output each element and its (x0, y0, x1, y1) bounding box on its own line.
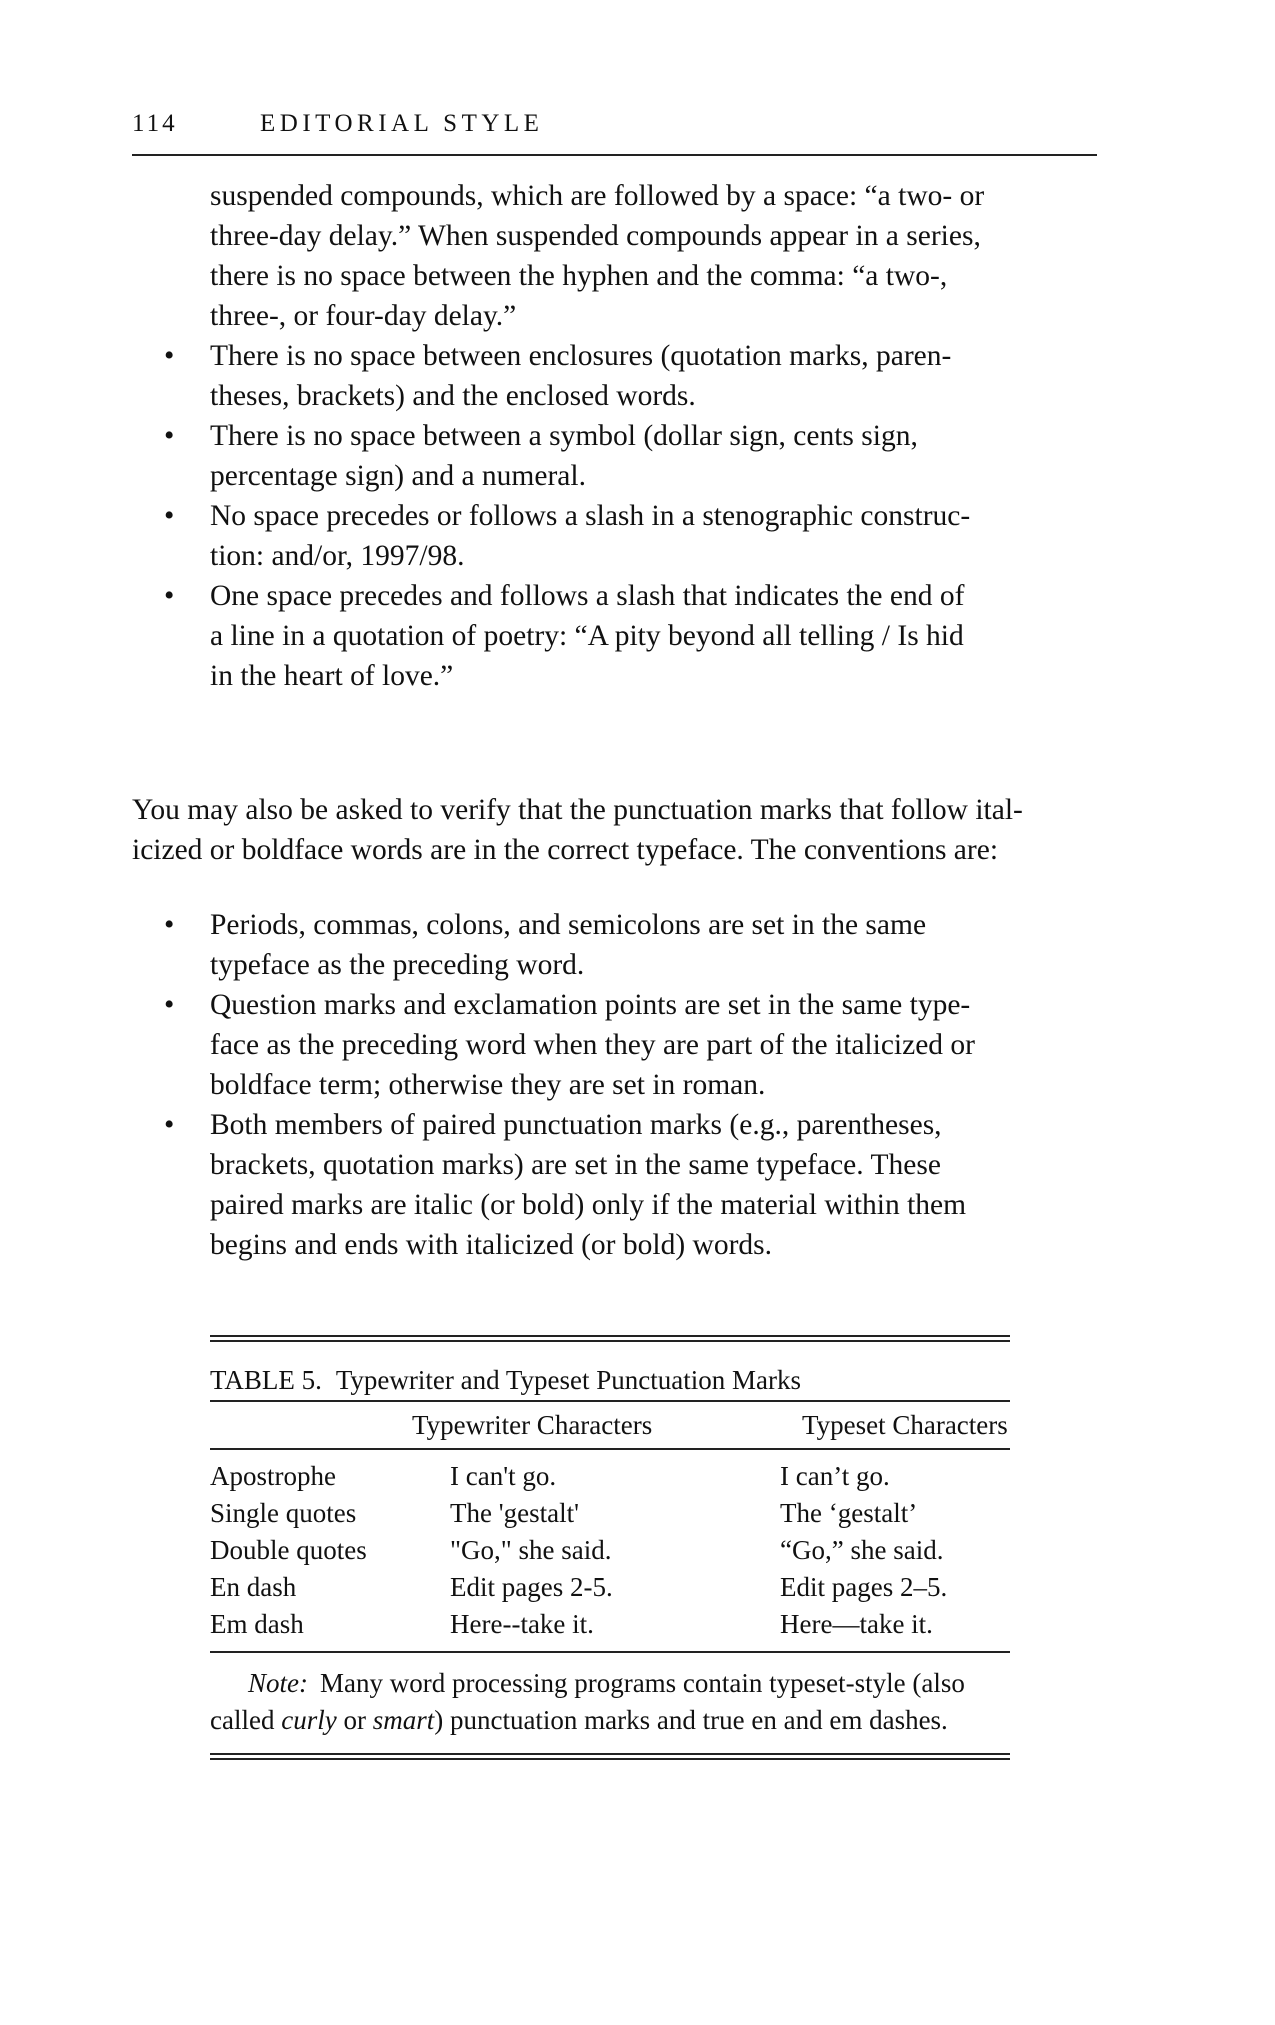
table-note (210, 1665, 1010, 1739)
table-title: Typewriter and Typeset Punctuation Marks (335, 1365, 801, 1395)
text-line: begins and ends with italicized (or bold) words. (210, 1229, 773, 1261)
text-line: percentage sign) and a numeral. (210, 460, 586, 492)
note-text-line-1: Many word processing programs contain typeset-style (also (320, 1668, 965, 1698)
note-text-line-2: called curly or smart) punctuation marks and true en and em dashes. (210, 1705, 948, 1735)
list-bottom (148, 905, 1028, 1265)
text-line: three-day delay.” When suspended compounds appear in a series, (210, 220, 981, 252)
list-top (148, 176, 1028, 696)
column-header-typewriter: Typewriter Characters (412, 1410, 653, 1440)
table-row (210, 1606, 1010, 1643)
text-line: • There is no space between enclosures (quotation marks, paren- (210, 340, 952, 372)
page-header (132, 110, 1097, 156)
table-cell: Here--take it. (450, 1609, 594, 1639)
text-line: • One space precedes and follows a slash that indicates the end of (210, 580, 965, 612)
text-line: three-, or four-day delay.” (210, 300, 517, 332)
table-row (210, 1569, 1010, 1606)
text-line: suspended compounds, which are followed by a space: “a two- or (210, 180, 985, 212)
table-cell: Apostrophe (210, 1461, 336, 1491)
table-cell: Double quotes (210, 1535, 367, 1565)
table-caption (210, 1360, 1010, 1402)
table-row (210, 1458, 1010, 1495)
text-line: a line in a quotation of poetry: “A pity beyond all telling / Is hid (210, 620, 964, 652)
table-label: TABLE 5. (210, 1365, 322, 1395)
list-item (148, 496, 1028, 576)
table-top-rule (210, 1335, 1010, 1342)
table-cell: Em dash (210, 1609, 304, 1639)
list-item (148, 905, 1028, 985)
text-line: tion: and/or, 1997/98. (210, 540, 465, 572)
text-line: theses, brackets) and the enclosed words. (210, 380, 696, 412)
running-title: EDITORIAL STYLE (260, 110, 544, 137)
table-cell: En dash (210, 1572, 297, 1602)
text-line: boldface term; otherwise they are set in roman. (210, 1069, 766, 1101)
list-item (148, 416, 1028, 496)
body-paragraph (132, 790, 1097, 870)
text-line: • There is no space between a symbol (dollar sign, cents sign, (210, 420, 918, 452)
table-cell: The 'gestalt' (450, 1498, 579, 1528)
text-line: in the heart of love.” (210, 660, 454, 692)
text-line: there is no space between the hyphen and the comma: “a two-, (210, 260, 948, 292)
text-line: • Periods, commas, colons, and semicolons are set in the same (210, 909, 927, 941)
list-item (148, 576, 1028, 696)
table-cell: "Go," she said. (450, 1535, 612, 1565)
text-line: • Both members of paired punctuation marks (e.g., parentheses, (210, 1109, 942, 1141)
table-row (210, 1532, 1010, 1569)
list-item (148, 176, 1028, 336)
table-bottom-rule (210, 1753, 1010, 1760)
text-line: icized or boldface words are in the correct typeface. The conventions are: (132, 834, 999, 866)
table-cell: I can’t go. (780, 1461, 890, 1491)
text-line: typeface as the preceding word. (210, 949, 585, 981)
text-line: face as the preceding word when they are part of the italicized or (210, 1029, 975, 1061)
table-cell: Edit pages 2-5. (450, 1572, 613, 1602)
text-line: brackets, quotation marks) are set in the same typeface. These (210, 1149, 941, 1181)
list-item (148, 336, 1028, 416)
table-cell: I can't go. (450, 1461, 557, 1491)
table-cell: The ‘gestalt’ (780, 1498, 918, 1528)
table-cell: “Go,” she said. (780, 1535, 944, 1565)
note-label: Note: (248, 1668, 308, 1698)
page-number: 114 (132, 110, 178, 137)
text-line: You may also be asked to verify that the punctuation marks that follow ital- (132, 794, 1023, 826)
note-italic-curly: curly (281, 1705, 337, 1735)
text-line: paired marks are italic (or bold) only if the material within them (210, 1189, 967, 1221)
list-item (148, 985, 1028, 1105)
table-cell: Edit pages 2–5. (780, 1572, 948, 1602)
table-5 (210, 1335, 1010, 1760)
table-column-headers (210, 1402, 1010, 1450)
table-cell: Single quotes (210, 1498, 357, 1528)
list-item (148, 1105, 1028, 1265)
text-line: • Question marks and exclamation points are set in the same type- (210, 989, 971, 1021)
note-italic-smart: smart (372, 1705, 435, 1735)
text-line: • No space precedes or follows a slash in a stenographic construc- (210, 500, 971, 532)
column-header-typeset: Typeset Characters (802, 1410, 1008, 1440)
table-body (210, 1450, 1010, 1653)
table-cell: Here—take it. (780, 1609, 933, 1639)
table-row (210, 1495, 1010, 1532)
